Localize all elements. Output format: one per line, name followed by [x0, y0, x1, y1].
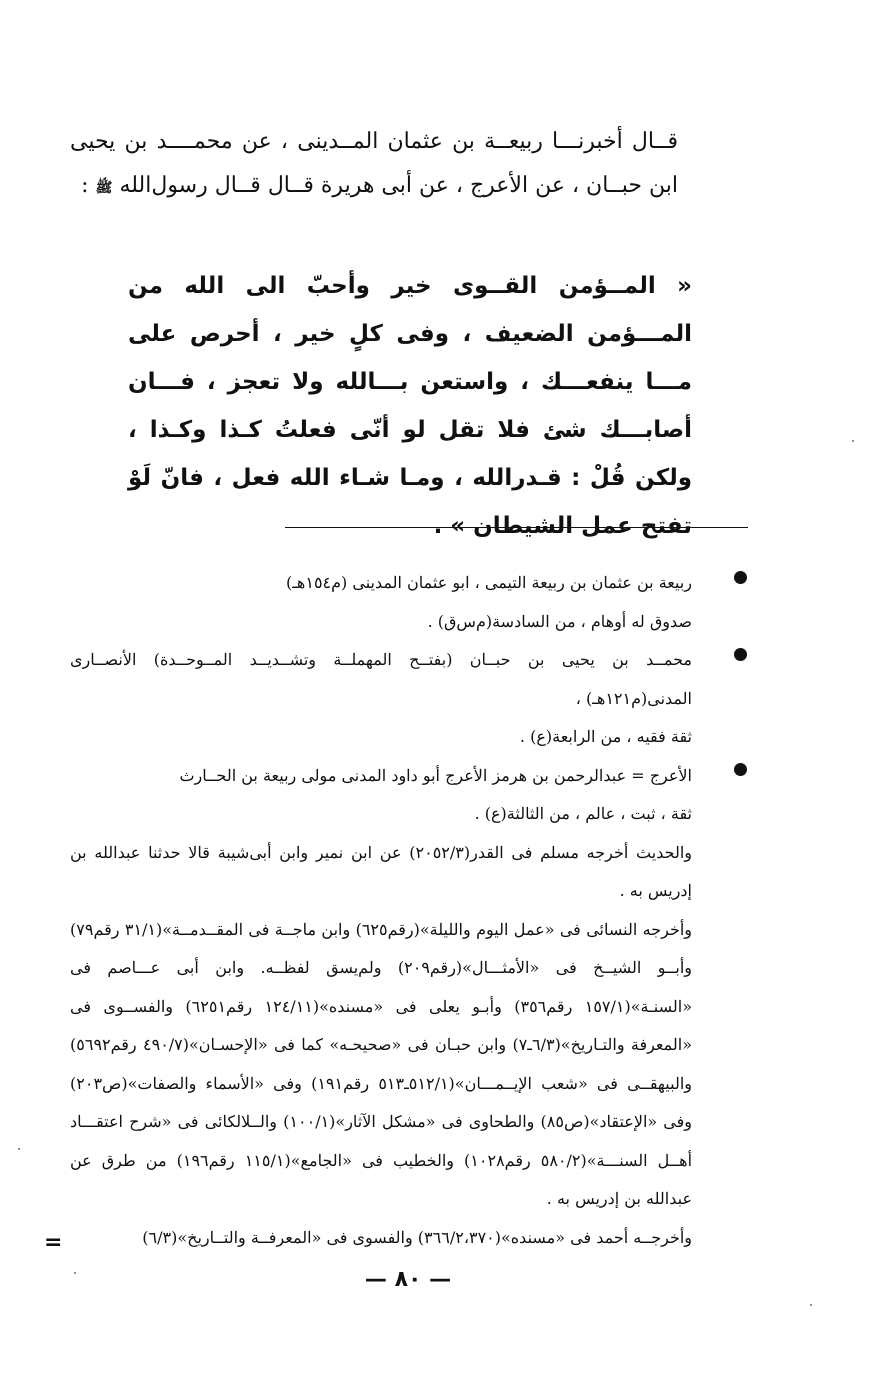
page-number: — ٨٠ — [364, 1267, 452, 1292]
footnotes [70, 564, 692, 1257]
bullet-3 [734, 763, 747, 776]
narrator-note-muhammad: محمــد بن يحيى بن حبــان (بفتــح المهملــة وتشــديــد المــوحــدة) الأنصــارى المدنى(م١٢١هـ) ، [70, 650, 692, 708]
narrator-grade-araj: ثقة ، ثبت ، عالم ، من الثالثة(ع) . [474, 804, 692, 823]
takhrij-ahmad: وأخرجــه أحمد فى «مسنده»(٣٦٦/٢،٣٧٠) والفسوى فى «المعرفــة والتــاريخ»(٦/٣) [142, 1227, 692, 1247]
bullet-2 [734, 648, 747, 661]
narrator-note-rabia: ربيعة بن عثمان بن ربيعة التيمى ، ابو عثمان المدينى (م١٥٤هـ) [285, 573, 692, 592]
narrator-grade-rabia: صدوق له أوهام ، من السادسة(م‌س‌ق) . [427, 611, 692, 631]
hadith-text: « المــؤمن القــوى خير وأحبّ الى الله من المـــؤمن الضعيف ، وفى كلٍ خير ، أحرص على مـــا ينفعـــك ، واستعن بـــالله ولا تعجز ، فـــان أصابـــك شئ فلا تقل لو أنّى فعلتُ كـذا وكـذا ، ولكن قُلْ : قـدرالله ، ومـا شـاء الله فعل ، فانّ لَوْ تفتح عمل الشيطان » . [128, 273, 692, 539]
scan-speck [810, 1304, 812, 1306]
isnad-colon: : [81, 173, 96, 198]
isnad-paragraph [70, 120, 678, 210]
isnad-text: قــال أخبرنـــا ربيعــة بن عثمان المــدينى ، عن محمــــد بن يحيى ابن حبــان ، عن الأعرج ، عن أبى هريرة قــال قــال رسول‌الله [70, 129, 678, 198]
takhrij-other-sources: وأخرجه النسائى فى «عمل اليوم والليلة»(رقم٦٢٥) وابن ماجــة فى المقــدمــة»(٣١/١ رقم٧٩) وأبــو الشيــخ فى «الأمثـــال»(رقم٢٠٩) ولم‌يسق لفظــه. وابن أبى عـــاصم فى «السنـة»(١٥٧/١ رقم٣٥٦) وأبـو يعلى فى «مسنده»(١٢٤/١١ رقم٦٢٥١) والفســوى فى «المعرفة والتـاريخ»(٦/٣ـ٧) وابن حبـان فى «صحيحـه» كما فى «الإحسـان»(٤٩٠/٧ رقم٥٦٩٢) والبيهقــى فى «شعب الإيــمـــان»(٥١٢/١ـ٥١٣ رقم١٩١) وفى «الأسماء والصفات»(ص٢٠٣) وفى «الإعتقاد»(ص٨٥) والطحاوى فى «مشكل الآثار»(١٠٠/١) والــلالكائى فى «شرح اعتقـــاد أهــل السنـــة»(٥٨٠/٢ رقم١٠٢٨) والخطيب فى «الجامع»(١١٥/١ رقم١٩٦) من طرق عن عبدالله بن إدريس به . [70, 919, 693, 1208]
bullet-1 [734, 571, 747, 584]
scan-speck [852, 440, 854, 442]
narrator-note-araj: الأعرج = عبدالرحمن بن هرمز الأعرج أبو داود المدنى مولى ربيعة بن الحــارث [179, 765, 692, 785]
scan-speck [74, 1272, 76, 1274]
narrator-grade-muhammad: ثقة فقيه ، من الرابعة(ع) . [519, 727, 692, 746]
continuation-mark: = [44, 1230, 63, 1255]
footnote-divider [285, 527, 748, 528]
scan-speck [18, 1148, 20, 1150]
salla-honorific: ﷺ [95, 180, 113, 196]
takhrij-muslim: والحديث أخرجه مسلم فى القدر(٢٠٥٢/٣) عن ابن نمير وابن أبى‌شيبة قالا حدثنا عبدالله بن إدريس به . [70, 842, 692, 900]
